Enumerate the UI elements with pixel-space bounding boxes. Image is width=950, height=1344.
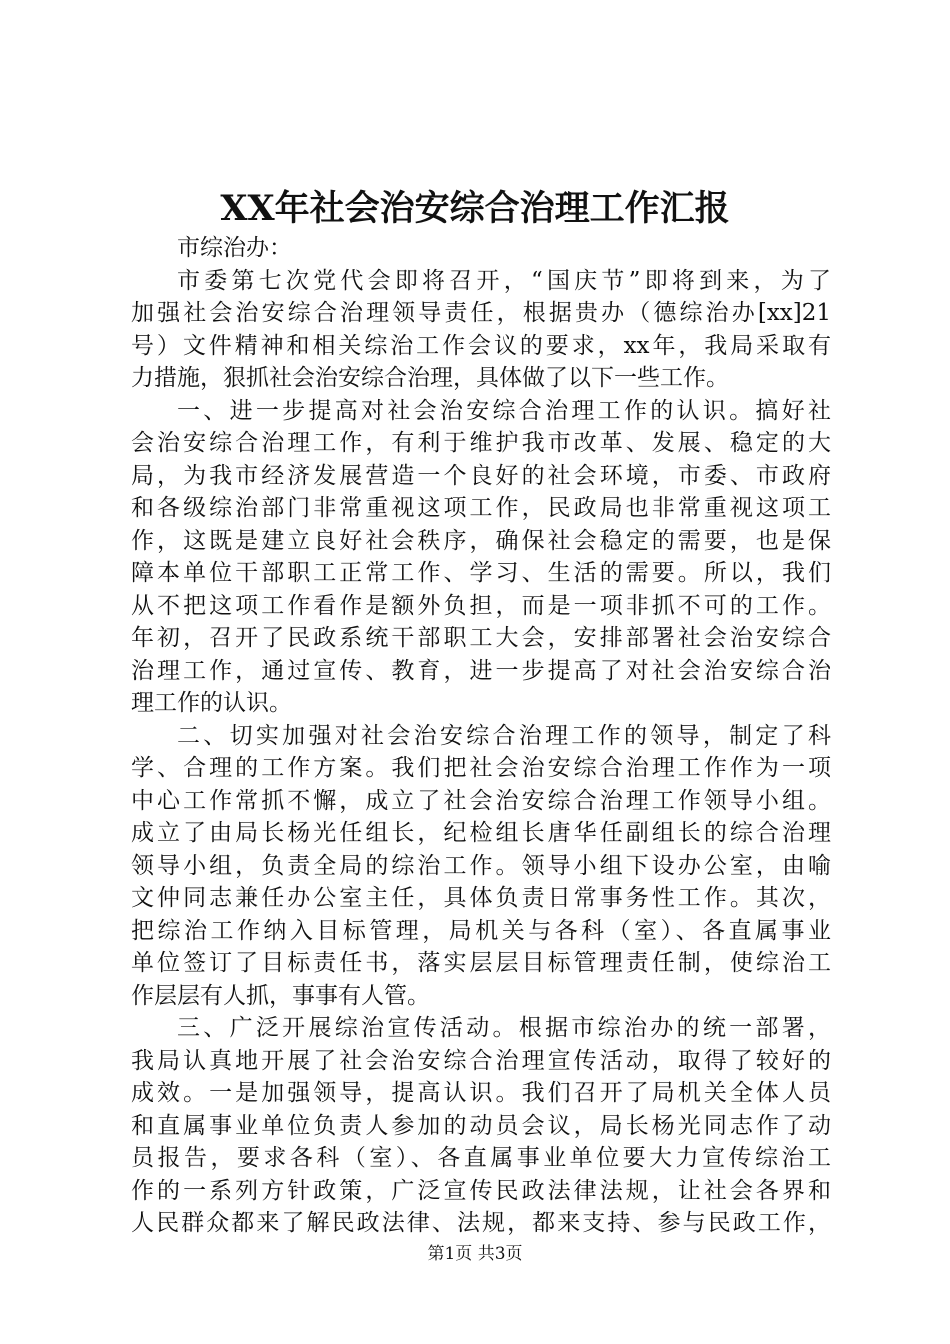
paragraph-line: 和各级综治部门非常重视这项工作，民政局也非常重视这项工 [131, 495, 831, 521]
paragraph-line: 学、合理的工作方案。我们把社会治安综合治理工作作为一项 [131, 755, 831, 781]
paragraph-line: 领导小组，负责全局的综治工作。领导小组下设办公室，由喻 [131, 852, 831, 879]
paragraph-line: 单位签订了目标责任书，落实层层目标管理责任制，使综治工 [131, 950, 831, 976]
paragraph-line: 障本单位干部职工正常工作、学习、生活的需要。所以，我们 [131, 560, 831, 586]
paragraph-line: 和直属事业单位负责人参加的动员会议，局长杨光同志作了动 [131, 1112, 831, 1139]
paragraph-line: 员报告，要求各科（室）、各直属事业单位要大力宣传综治工 [131, 1145, 831, 1171]
paragraph-line: 作层层有人抓，事事有人管。 [131, 982, 430, 1009]
paragraph-line: 我局认真地开展了社会治安综合治理宣传活动，取得了较好的 [131, 1047, 831, 1074]
paragraph-line: 从不把这项工作看作是额外负担，而是一项非抓不可的工作。 [131, 592, 831, 619]
paragraph-line: 力措施，狠抓社会治安综合治理，具体做了以下一些工作。 [131, 365, 729, 391]
paragraph-line: 年初，召开了民政系统干部职工大会，安排部署社会治安综合 [131, 625, 831, 651]
paragraph-line: 人民群众都来了解民政法律、法规，都来支持、参与民政工作， [131, 1210, 831, 1236]
paragraph-line: 成效。一是加强领导，提高认识。我们召开了局机关全体人员 [131, 1080, 831, 1106]
document-body [131, 232, 831, 1240]
paragraph-line: 作的一系列方针政策，广泛宣传民政法律法规，让社会各界和 [131, 1177, 831, 1204]
paragraph-line: 文仲同志兼任办公室主任，具体负责日常事务性工作。其次， [131, 885, 831, 911]
paragraph-line: 成立了由局长杨光任组长，纪检组长唐华任副组长的综合治理 [131, 820, 831, 846]
paragraph-line: 局，为我市经济发展营造一个良好的社会环境，市委、市政府 [131, 462, 831, 489]
paragraph-line: 一、进一步提高对社会治安综合治理工作的认识。搞好社 [177, 397, 831, 424]
paragraph-line: 治理工作，通过宣传、教育，进一步提高了对社会治安综合治 [131, 657, 831, 684]
paragraph-line: 市委第七次党代会即将召开，“国庆节”即将到来，为了 [177, 267, 831, 294]
paragraph-line: 加强社会治安综合治理领导责任，根据贵办（德综治办[xx]21 [131, 300, 831, 326]
paragraph-line: 号）文件精神和相关综治工作会议的要求，xx年，我局采取有 [131, 332, 831, 359]
paragraph-line: 作，这既是建立良好社会秩序，确保社会稳定的需要，也是保 [131, 527, 831, 554]
paragraph-line: 中心工作常抓不懈，成立了社会治安综合治理工作领导小组。 [131, 787, 831, 814]
paragraph-line: 三、广泛开展综治宣传活动。根据市综治办的统一部署， [177, 1015, 831, 1041]
paragraph-line: 二、切实加强对社会治安综合治理工作的领导，制定了科 [177, 722, 831, 749]
paragraph-line: 理工作的认识。 [131, 690, 292, 716]
paragraph-line: 会治安综合治理工作，有利于维护我市改革、发展、稳定的大 [131, 430, 831, 456]
page-footer: 第1页 共3页 [427, 1244, 523, 1264]
document-title: XX年社会治安综合治理工作汇报 [220, 188, 730, 229]
salutation-line: 市综治办： [177, 235, 292, 261]
paragraph-line: 把综治工作纳入目标管理，局机关与各科（室）、各直属事业 [131, 917, 831, 944]
